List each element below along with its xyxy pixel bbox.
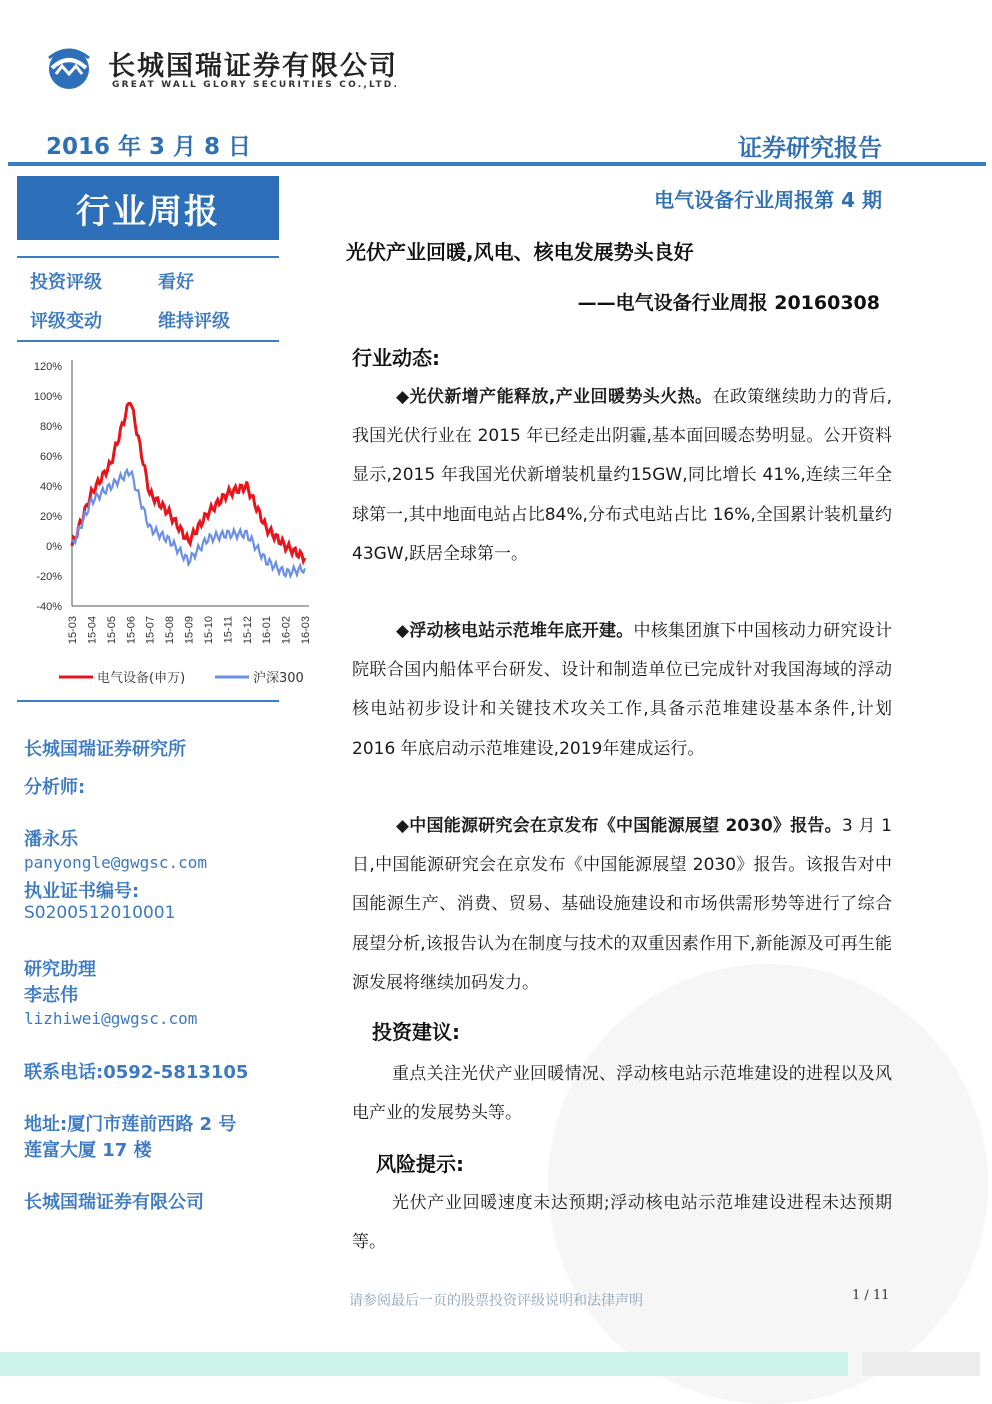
x-tick-label: 15-12	[241, 616, 254, 645]
section-industry-news: 行业动态:	[352, 346, 440, 370]
rating-label: 投资评级	[30, 272, 102, 293]
paragraph-nuclear-lead: ◆浮动核电站示范堆年底开建。	[396, 621, 634, 641]
report-type: 证券研究报告	[738, 134, 882, 162]
y-tick-label: 0%	[46, 541, 62, 553]
rating-bottom-divider	[17, 340, 279, 342]
legend-label-2: 沪深300	[253, 671, 304, 686]
x-tick-label: 15-10	[202, 616, 215, 645]
y-tick-label: 80%	[39, 421, 62, 433]
report-headline: 光伏产业回暖,风电、核电发展势头良好	[346, 240, 694, 264]
x-tick-label: 15-05	[105, 616, 118, 645]
paragraph-solar-lead: ◆光伏新增产能释放,产业回暖势头火热。	[396, 387, 713, 407]
x-tick-label: 16-03	[300, 616, 312, 645]
company-name-en: GREAT WALL GLORY SECURITIES CO.,LTD.	[112, 80, 400, 90]
x-tick-label: 16-02	[280, 616, 293, 645]
phone-number: 联系电话:0592-5813105	[24, 1062, 249, 1083]
assistant-email[interactable]: lizhiwei@gwgsc.com	[24, 1009, 198, 1028]
company-logo-icon	[44, 44, 94, 90]
rating-change-label: 评级变动	[30, 311, 102, 332]
footer-bar-right	[862, 1352, 980, 1376]
legend-label-1: 电气设备(申万)	[97, 671, 186, 686]
y-tick-label: 40%	[39, 481, 62, 493]
cert-label: 执业证书编号:	[24, 881, 140, 902]
y-tick-label: 100%	[33, 391, 62, 403]
category-banner: 行业周报	[17, 176, 279, 240]
x-tick-label: 15-09	[183, 616, 196, 645]
analyst-label: 分析师:	[24, 777, 86, 798]
assistant-label: 研究助理	[24, 959, 96, 980]
paragraph-solar	[352, 378, 892, 574]
x-tick-label: 15-04	[86, 616, 99, 645]
analyst-email[interactable]: panyongle@gwgsc.com	[24, 853, 208, 872]
paragraph-energy-outlook	[352, 807, 892, 1003]
header-divider	[8, 162, 986, 166]
address-line-1: 地址:厦门市莲前西路 2 号	[24, 1114, 237, 1135]
paragraph-risk: 光伏产业回暖速度未达预期;浮动核电站示范堆建设进程未达预期等。	[352, 1193, 892, 1253]
institute-name: 长城国瑞证券研究所	[24, 739, 186, 760]
issue-title: 电气设备行业周报第 4 期	[654, 188, 882, 212]
series-line-2	[72, 470, 305, 576]
section-risk: 风险提示:	[376, 1152, 464, 1176]
paragraph-investment-advice: 重点关注光伏产业回暖情况、浮动核电站示范堆建设的进程以及风电产业的发展势头等。	[352, 1064, 892, 1124]
performance-chart-svg	[17, 350, 312, 695]
page-number: 1 / 11	[852, 1288, 890, 1303]
y-tick-label: 60%	[39, 451, 62, 463]
report-date: 2016 年 3 月 8 日	[46, 134, 252, 160]
footer-bar	[0, 1352, 848, 1376]
footer-disclaimer: 请参阅最后一页的股票投资评级说明和法律声明	[349, 1293, 643, 1309]
address-line-2: 莲富大厦 17 楼	[24, 1140, 152, 1161]
paragraph-nuclear	[352, 612, 892, 769]
x-tick-label: 15-06	[125, 616, 138, 645]
assistant-name: 李志伟	[24, 985, 78, 1006]
paragraph-solar-body: 在政策继续助力的背后,我国光伏行业在 2015 年已经走出阴霾,基本面回暖态势明显。公开资料显示,2015 年我国光伏新增装机量约15GW,同比增长 41%,连续三年全球第一,其中地面电站占比84%,分布式电站占比 16%,全国累计装机量约 43GW,跃居全球第一。	[352, 387, 893, 564]
analyst-name: 潘永乐	[24, 829, 78, 850]
y-tick-label: -20%	[36, 571, 62, 583]
y-tick-label: 20%	[39, 511, 62, 523]
company-name-cn: 长城国瑞证券有限公司	[108, 51, 398, 82]
x-tick-label: 15-11	[222, 616, 235, 644]
section-investment-advice: 投资建议:	[372, 1020, 460, 1044]
company-footer-name: 长城国瑞证券有限公司	[24, 1192, 204, 1213]
paragraph-energy-outlook-body: 3 月 1 日,中国能源研究会在京发布《中国能源展望 2030》报告。该报告对中国能源生产、消费、贸易、基础设施建设和市场供需形势等进行了综合展望分析,该报告认为在制度与技术的双重因素作用下,新能源及可再生能源发展将继续加码发力。	[352, 816, 892, 993]
cert-number: S0200512010001	[24, 903, 176, 923]
rating-value: 看好	[158, 272, 194, 293]
paragraph-nuclear-body: 中核集团旗下中国核动力研究设计院联合国内船体平台研发、设计和制造单位已完成针对我国海域的浮动核电站初步设计和关键技术攻关工作,具备示范堆建设基本条件,计划 2016 年底启动示范堆建设,2019年建成运行。	[352, 621, 893, 759]
rating-change-value: 维持评级	[158, 311, 230, 332]
rating-top-divider	[17, 256, 279, 258]
report-subheadline: ——电气设备行业周报 20160308	[577, 292, 880, 314]
performance-chart	[17, 350, 312, 695]
y-tick-label: -40%	[36, 601, 62, 613]
y-tick-label: 120%	[33, 361, 62, 373]
series-line-1	[72, 403, 305, 561]
x-tick-label: 15-08	[164, 616, 177, 645]
x-tick-label: 15-03	[67, 616, 79, 645]
x-tick-label: 16-01	[261, 616, 274, 645]
x-tick-label: 15-07	[144, 616, 157, 645]
chart-bottom-divider	[17, 700, 279, 702]
paragraph-energy-outlook-lead: ◆中国能源研究会在京发布《中国能源展望 2030》报告。	[396, 816, 842, 836]
